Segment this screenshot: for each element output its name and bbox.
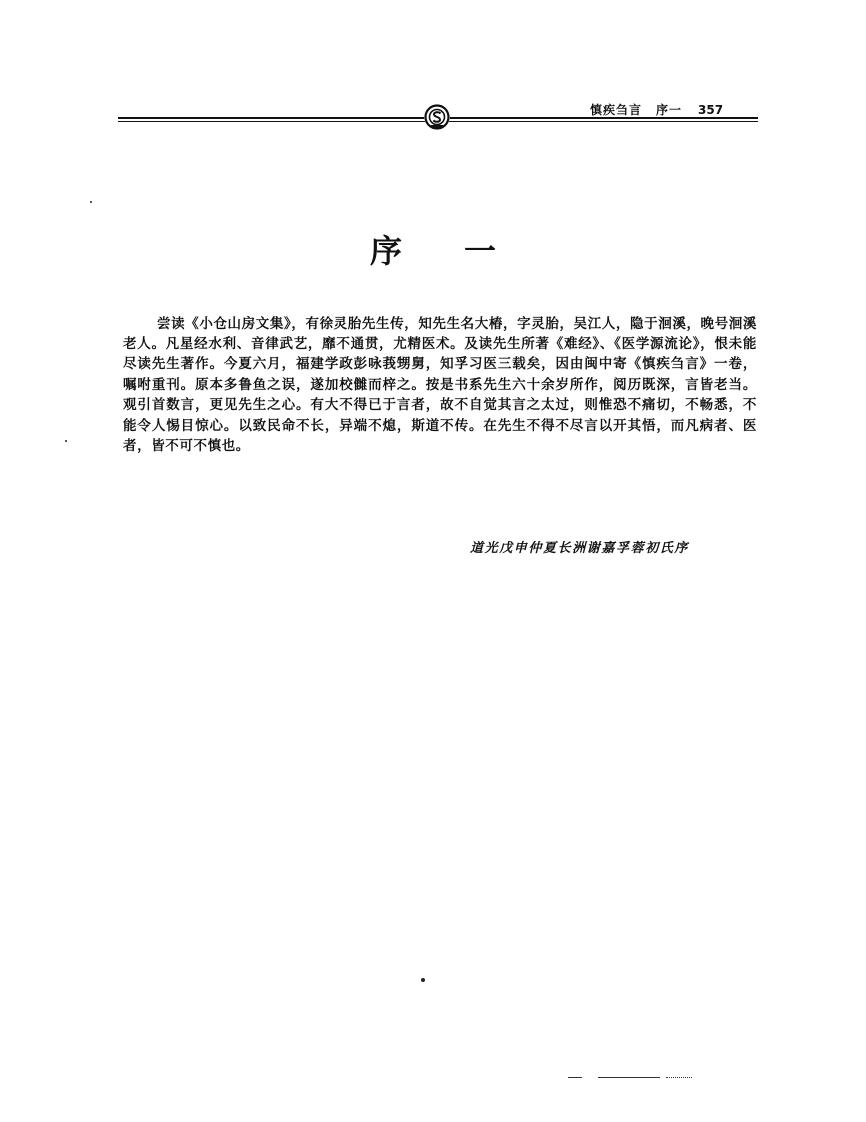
preface-paragraph: 尝读《小仓山房文集》，有徐灵胎先生传，知先生名大椿，字灵胎，吴江人，隐于洄溪，晚号洄溪老人。凡星经水利、音律武艺，靡不通贯，尤精医术。及读先生所著《难经》、《医学源流论》，恨未能尽读先生著作。今夏六月，福建学政彭咏莪甥舅，知孚习医三载矣，因由闽中寄《慎疾刍言》一卷，嘱咐重刊。原本多鲁鱼之误，遂加校雠而梓之。按是书系先生六十余岁所作，阅历既深，言皆老当。观引首数言，更见先生之心。有大不得已于言者，故不自觉其言之太过，则惟恐不痛切，不畅悉，不能令人惕目惊心。以致民命不长，异端不熄，斯道不传。在先生不得不尽言以开其悟，而凡病者、医者，皆不可不慎也。 — [123, 315, 757, 454]
running-header — [590, 101, 723, 118]
preface-signature: 道光戊申仲夏长洲谢嘉孚蓉初氏序 — [470, 541, 690, 556]
scan-artifact-line — [598, 1077, 660, 1078]
scan-speck — [65, 440, 67, 442]
running-header-section: 序一 — [656, 103, 683, 117]
scan-speck — [421, 978, 425, 982]
scan-artifact-line — [666, 1077, 692, 1078]
running-header-book-title: 慎疾刍言 — [590, 103, 643, 117]
scan-speck — [90, 201, 92, 203]
page-number: 357 — [698, 103, 724, 117]
scan-artifact-line — [568, 1077, 582, 1078]
chapter-title: 序一 — [369, 232, 558, 270]
publisher-emblem-icon — [424, 104, 450, 130]
